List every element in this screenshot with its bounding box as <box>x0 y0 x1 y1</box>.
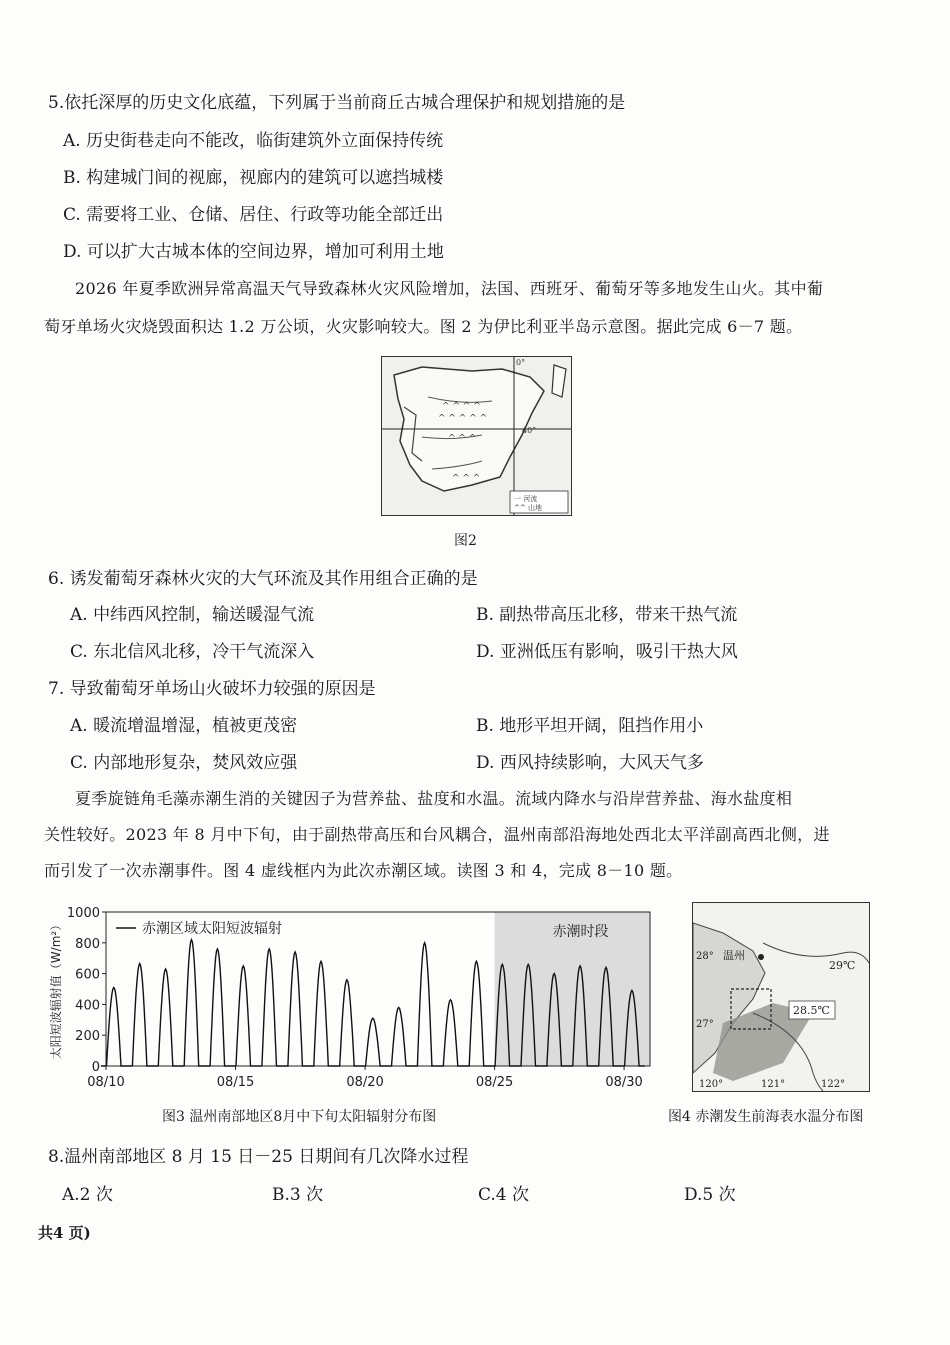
daily-radiation-curve <box>463 961 489 1066</box>
q5-option-c: C. 需要将工业、仓储、居住、行政等功能全部迁出 <box>63 205 444 225</box>
daily-radiation-curve <box>101 988 127 1067</box>
daily-radiation-curve <box>204 949 230 1066</box>
daily-radiation-curve <box>334 980 360 1066</box>
iberia-map <box>381 356 572 516</box>
lon-120: 120° <box>699 1079 724 1090</box>
daily-radiation-curve <box>412 943 438 1066</box>
q7-option-a: A. 暖流增温增湿，植被更茂密 <box>70 716 298 736</box>
svg-text:0°: 0° <box>516 358 526 367</box>
x-tick-label: 08/25 <box>475 1075 514 1090</box>
fig3-caption: 图3 温州南部地区8月中下旬太阳辐射分布图 <box>162 1109 437 1125</box>
q8-option-d: D.5 次 <box>684 1185 736 1205</box>
intro1-line1: 2026 年夏季欧洲异常高温天气导致森林火灾风险增加，法国、西班牙、葡萄牙等多地发生山火。其中葡 <box>75 279 824 298</box>
daily-radiation-curve <box>438 1000 464 1066</box>
q6-option-b: B. 副热带高压北移，带来干热气流 <box>476 605 738 625</box>
wenzhou-sst-drawing <box>693 903 869 1091</box>
x-tick-label: 08/10 <box>87 1075 125 1090</box>
x-tick-label: 08/15 <box>216 1075 255 1090</box>
daily-radiation-curve <box>127 964 153 1066</box>
daily-radiation-curve <box>308 961 334 1066</box>
y-tick-label: 400 <box>75 998 100 1014</box>
q5-option-a: A. 历史街巷走向不能改，临街建筑外立面保持传统 <box>63 131 444 151</box>
daily-radiation-curve <box>282 952 308 1066</box>
isotherm-285: 28.5℃ <box>793 1004 830 1017</box>
daily-radiation-curve <box>179 940 205 1066</box>
isotherm-29: 29℃ <box>829 959 856 972</box>
svg-text:^ ^ ^: ^ ^ ^ <box>448 434 477 444</box>
intro1-line2: 萄牙单场火灾烧毁面积达 1.2 万公顷，火灾影响较大。图 2 为伊比利亚半岛示意图。据此完成 6－7 题。 <box>44 317 803 336</box>
y-tick-label: 800 <box>75 936 100 952</box>
intro2-line3: 而引发了一次赤潮事件。图 4 虚线框内为此次赤潮区域。读图 3 和 4，完成 8－10 题。 <box>44 861 683 880</box>
q7-stem: 7. 导致葡萄牙单场山火破坏力较强的原因是 <box>48 679 376 699</box>
daily-radiation-curve <box>230 966 256 1066</box>
lon-121: 121° <box>761 1079 786 1090</box>
x-tick-label: 08/30 <box>605 1075 643 1090</box>
lat-28: 28° <box>696 951 714 962</box>
intro2-line2: 关性较好。2023 年 8 月中下旬，由于副热带高压和台风耦合，温州南部沿海地处西北太平洋副高西北侧，进 <box>44 825 830 844</box>
svg-text:^ ^ ^ ^: ^ ^ ^ ^ <box>442 402 481 412</box>
y-tick-label: 0 <box>91 1060 100 1075</box>
daily-radiation-curve <box>153 969 179 1066</box>
svg-text:^^ 山地: ^^ 山地 <box>514 504 542 512</box>
q5-stem: 5.依托深厚的历史文化底蕴，下列属于当前商丘古城合理保护和规划措施的是 <box>48 93 626 113</box>
lon-122: 122° <box>821 1079 846 1090</box>
svg-text:一 河流: 一 河流 <box>514 495 538 503</box>
q6-stem: 6. 诱发葡萄牙森林火灾的大气环流及其作用组合正确的是 <box>48 569 478 589</box>
q8-option-c: C.4 次 <box>478 1185 530 1205</box>
y-tick-label: 1000 <box>66 906 100 921</box>
solar-radiation-chart <box>44 898 660 1096</box>
svg-text:^ ^ ^: ^ ^ ^ <box>452 474 481 484</box>
daily-radiation-curve <box>386 1008 412 1067</box>
city-label: 温州 <box>723 949 745 962</box>
lat-27: 27° <box>696 1019 714 1030</box>
y-tick-label: 200 <box>75 1029 100 1045</box>
fig4-caption: 图4 赤潮发生前海表水温分布图 <box>668 1109 864 1125</box>
q5-option-d: D. 可以扩大古城本体的空间边界，增加可利用土地 <box>63 242 444 262</box>
fig2-caption: 图2 <box>454 533 477 549</box>
q6-option-a: A. 中纬西风控制，输送暖湿气流 <box>70 605 315 625</box>
q5-option-b: B. 构建城门间的视廊，视廊内的建筑可以遮挡城楼 <box>63 168 444 188</box>
y-axis-label: 太阳短波辐射值（W/m²） <box>49 918 63 1060</box>
svg-text:^ ^ ^ ^ ^: ^ ^ ^ ^ ^ <box>438 414 488 424</box>
shaded-period-label: 赤潮时段 <box>552 924 609 940</box>
intro2-line1: 夏季旋链角毛藻赤潮生消的关键因子为营养盐、盐度和水温。流域内降水与沿岸营养盐、海水盐度相 <box>75 789 793 808</box>
q8-stem: 8.温州南部地区 8 月 15 日－25 日期间有几次降水过程 <box>48 1147 469 1167</box>
q6-option-c: C. 东北信风北移，冷干气流深入 <box>70 642 315 662</box>
wenzhou-sst-map <box>692 902 870 1092</box>
legend-label: 赤潮区域太阳短波辐射 <box>142 921 282 937</box>
x-tick-label: 08/20 <box>346 1075 384 1090</box>
q7-option-c: C. 内部地形复杂，焚风效应强 <box>70 753 298 773</box>
q8-option-b: B.3 次 <box>272 1185 324 1205</box>
daily-radiation-curve <box>256 949 282 1066</box>
q6-option-d: D. 亚洲低压有影响，吸引干热大风 <box>476 642 738 662</box>
q7-option-b: B. 地形平坦开阔，阻挡作用小 <box>476 716 704 736</box>
svg-text:40°: 40° <box>522 426 537 435</box>
page-footer: 共4 页) <box>38 1224 91 1242</box>
daily-radiation-curve <box>360 1018 386 1066</box>
q7-option-d: D. 西风持续影响，大风天气多 <box>476 753 704 773</box>
iberia-map-drawing <box>382 357 571 515</box>
y-tick-label: 600 <box>75 967 100 983</box>
q8-option-a: A.2 次 <box>62 1185 113 1205</box>
